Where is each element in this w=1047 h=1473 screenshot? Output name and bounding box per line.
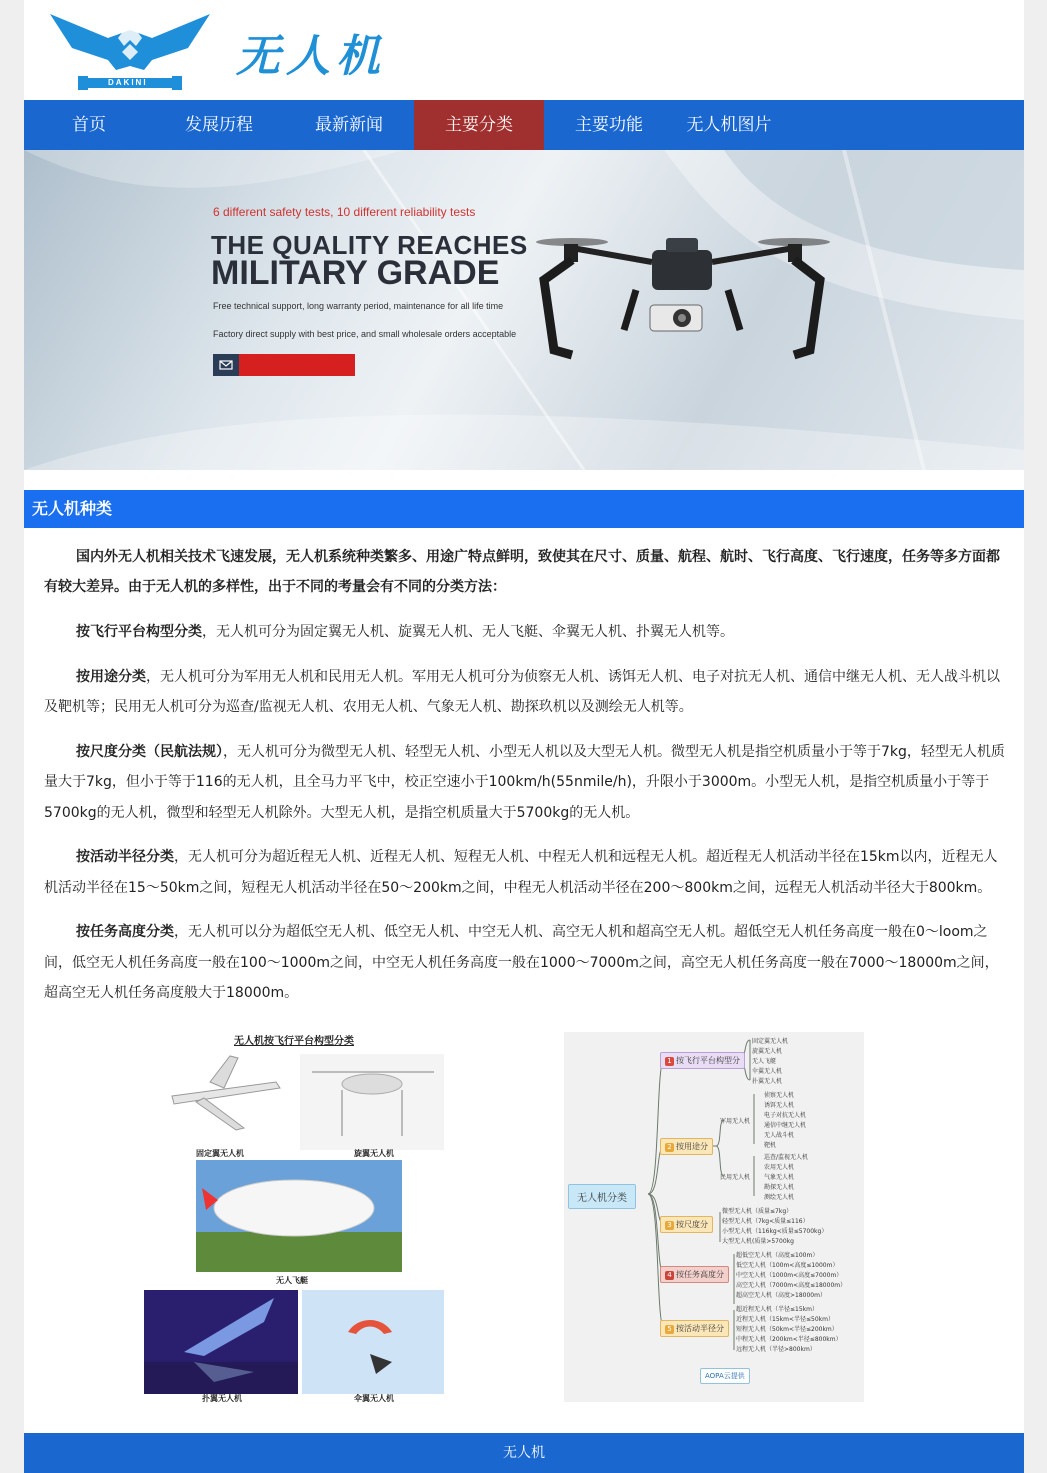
leaf: 通信中继无人机 [764,1122,807,1129]
nav-item-news[interactable]: 最新新闻 [315,115,383,135]
branch-number: 4 [665,1271,674,1280]
banner-tiny-text-2: Factory direct supply with best price, and small wholesale orders acceptable [213,329,517,339]
leaf: 超高空无人机（高度>18000m） [736,1292,826,1299]
branch-label: 按活动半径分 [676,1324,724,1333]
banner-background-graphic [24,150,1024,470]
nav-item-home[interactable]: 首页 [72,115,106,135]
leaf: 短程无人机（50km<半径≤200km） [736,1326,838,1333]
mail-icon [213,354,239,376]
branch-label: 按飞行平台构型分 [676,1056,740,1065]
leaf: 旋翼无人机 [752,1048,783,1055]
paragraph-heading: 按活动半径分类 [76,849,174,865]
site-title: 无人机 [236,31,386,82]
leaf: 远程无人机（半径>800km） [736,1346,816,1353]
leaf: 超低空无人机（高度≤100m） [736,1252,819,1259]
paragraph-heading: 按用途分类 [76,668,146,685]
leaf: 无人战斗机 [764,1132,795,1139]
caption-rotor: 旋翼无人机 [354,1149,394,1158]
paragraph-body: ，无人机可分为军用无人机和民用无人机。军用无人机可分为侦察无人机、诱饵无人机、电子对抗无人机、通信中继无人机、无人战斗机以及靶机等；民用无人机可分为巡查/监视无人机、农用无人机、气象无人机、勘探玖机以及测绘无人机等。 [44,668,1000,715]
sub-branch: 民用无人机 [720,1174,751,1181]
hero-banner [24,150,1024,470]
leaf: 中空无人机（1000m<高度≤7000m） [736,1272,843,1279]
branch-label: 按用途分 [676,1142,708,1151]
logo[interactable] [48,8,212,92]
banner-headline-1: THE QUALITY REACHES [211,230,528,260]
page [24,0,1024,1473]
figure-classification-mindmap [564,1032,864,1402]
leaf: 测绘无人机 [764,1194,795,1201]
branch-number: 3 [665,1221,674,1230]
caption-flapping-wing: 扑翼无人机 [202,1394,242,1403]
leaf: 无人飞艇 [752,1058,777,1065]
leaf: 固定翼无人机 [752,1038,789,1045]
branch-label: 按任务高度分 [676,1270,724,1279]
leaf: 巡查/监视无人机 [764,1154,809,1161]
paragraph-body: ，无人机可分为超近程无人机、近程无人机、短程无人机、中程无人机和远程无人机。超近程无人机活动半径在15km以内，近程无人机活动半径在15～50km之间，短程无人机活动半径在50～200km之间，中程无人机活动半径在200～800km之间，远程无人机活动半径大于800km。 [44,849,998,896]
paragraph-heading: 按任务高度分类 [76,924,174,940]
leaf: 微型无人机（质量≤7kg） [722,1208,793,1215]
banner-headline-2: MILITARY GRADE [211,254,500,292]
nav-item-pictures[interactable]: 无人机图片 [686,115,772,135]
leaf: 大型无人机(质量>5700kg [722,1238,794,1245]
leaf: 农用无人机 [764,1164,795,1171]
leaf: 诱饵无人机 [764,1102,795,1109]
mindmap-branch-4 [660,1266,729,1283]
mindmap-branch-2 [660,1138,713,1155]
mindmap-source-label: AOPA云提供 [700,1368,750,1384]
main-nav [24,100,1024,150]
leaf: 中程无人机（200km<半径≤800km） [736,1336,842,1343]
sub-branch: 军用无人机 [720,1118,751,1125]
branch-label: 按尺度分 [676,1220,708,1229]
paragraph-size [44,737,1006,829]
caption-fixed-wing: 固定翼无人机 [196,1149,244,1158]
paragraph-usage [44,662,1006,723]
branch-number: 2 [665,1143,674,1152]
paragraph-body: ，无人机可以分为超低空无人机、低空无人机、中空无人机、高空无人机和超高空无人机。超低空无人机任务高度一般在0～loom之间，低空无人机任务高度一般在100～1000m之间，中空无人机任务高度一般在1000～7000m之间，高空无人机任务高度一般在7000～18000m之间，超高空无人机任务高度般大于18000m。 [44,924,999,1001]
paragraph-radius [44,842,1006,903]
figure-title: 无人机按飞行平台构型分类 [234,1036,354,1047]
leaf: 气象无人机 [764,1174,795,1181]
leaf: 轻型无人机（7kg<质量≤116） [722,1218,809,1225]
nav-item-categories[interactable]: 主要分类 [414,100,544,150]
paragraph-altitude [44,917,1006,1009]
platform-types-photos [144,1032,444,1404]
leaf: 靶机 [764,1142,777,1149]
leaf: 扑翼无人机 [752,1078,783,1085]
nav-item-history[interactable]: 发展历程 [185,115,253,135]
section-title-bar: 无人机种类 [24,490,1024,528]
branch-number: 1 [665,1057,674,1066]
article-content [44,542,1006,1023]
header [24,0,1024,100]
paragraph-body: ，无人机可分为微型无人机、轻型无人机、小型无人机以及大型无人机。微型无人机是指空机质量小于等于7kg，轻型无人机质量大于7kg，但小于等于116的无人机，且全马力平飞中，校正空速小于100km/h(55nmile/h)，升限小于3000m。小型无人机，是指空机质量小于等于5700kg的无人机，微型和轻型无人机除外。大型无人机，是指空机质量大于5700kg的无人机。 [44,743,1005,821]
mindmap-branch-5 [660,1320,729,1337]
caption-blimp: 无人飞艇 [276,1276,308,1285]
mindmap-root: 无人机分类 [568,1184,636,1209]
leaf: 侦察无人机 [764,1092,795,1099]
paragraph-body: ，无人机可分为固定翼无人机、旋翼无人机、无人飞艇、伞翼无人机、扑翼无人机等。 [202,624,734,640]
leaf: 高空无人机（7000m<高度≤18000m） [736,1282,847,1289]
footer: 无人机 [24,1433,1024,1473]
leaf: 小型无人机（116kg<质量≤5700kg） [722,1228,828,1235]
paragraph-heading: 按飞行平台构型分类 [76,624,202,640]
nav-item-functions[interactable]: 主要功能 [575,115,643,135]
leaf: 近程无人机（15km<半径≤50km） [736,1316,834,1323]
mindmap-branch-1 [660,1052,745,1069]
leaf: 超近程无人机（半径≤15km） [736,1306,818,1313]
banner-email-box[interactable] [213,354,355,376]
caption-paraglider: 伞翼无人机 [354,1394,394,1403]
leaf: 电子对抗无人机 [764,1112,807,1119]
leaf: 低空无人机（100m<高度≤1000m） [736,1262,839,1269]
logo-text: DAKINI [108,78,148,87]
mindmap-branch-3 [660,1216,713,1233]
leaf: 伞翼无人机 [752,1068,783,1075]
branch-number: 5 [665,1325,674,1334]
mindmap-connectors [564,1032,864,1402]
paragraph-heading: 按尺度分类（民航法规） [76,743,223,760]
paragraph-platform [44,617,1006,648]
banner-tiny-text-1: Free technical support, long warranty period, maintenance for all life time [213,301,504,311]
banner-small-text: 6 different safety tests, 10 different reliability tests [213,205,476,219]
leaf: 勘探无人机 [764,1184,795,1191]
intro-paragraph: 国内外无人机相关技术飞速发展，无人机系统种类繁多、用途广特点鲜明，致使其在尺寸、质量、航程、航时、飞行高度、飞行速度，任务等多方面都有较大差异。由于无人机的多样性，出于不同的考量会有不同的分类方法： [44,549,1000,595]
figure-platform-types [144,1032,444,1404]
